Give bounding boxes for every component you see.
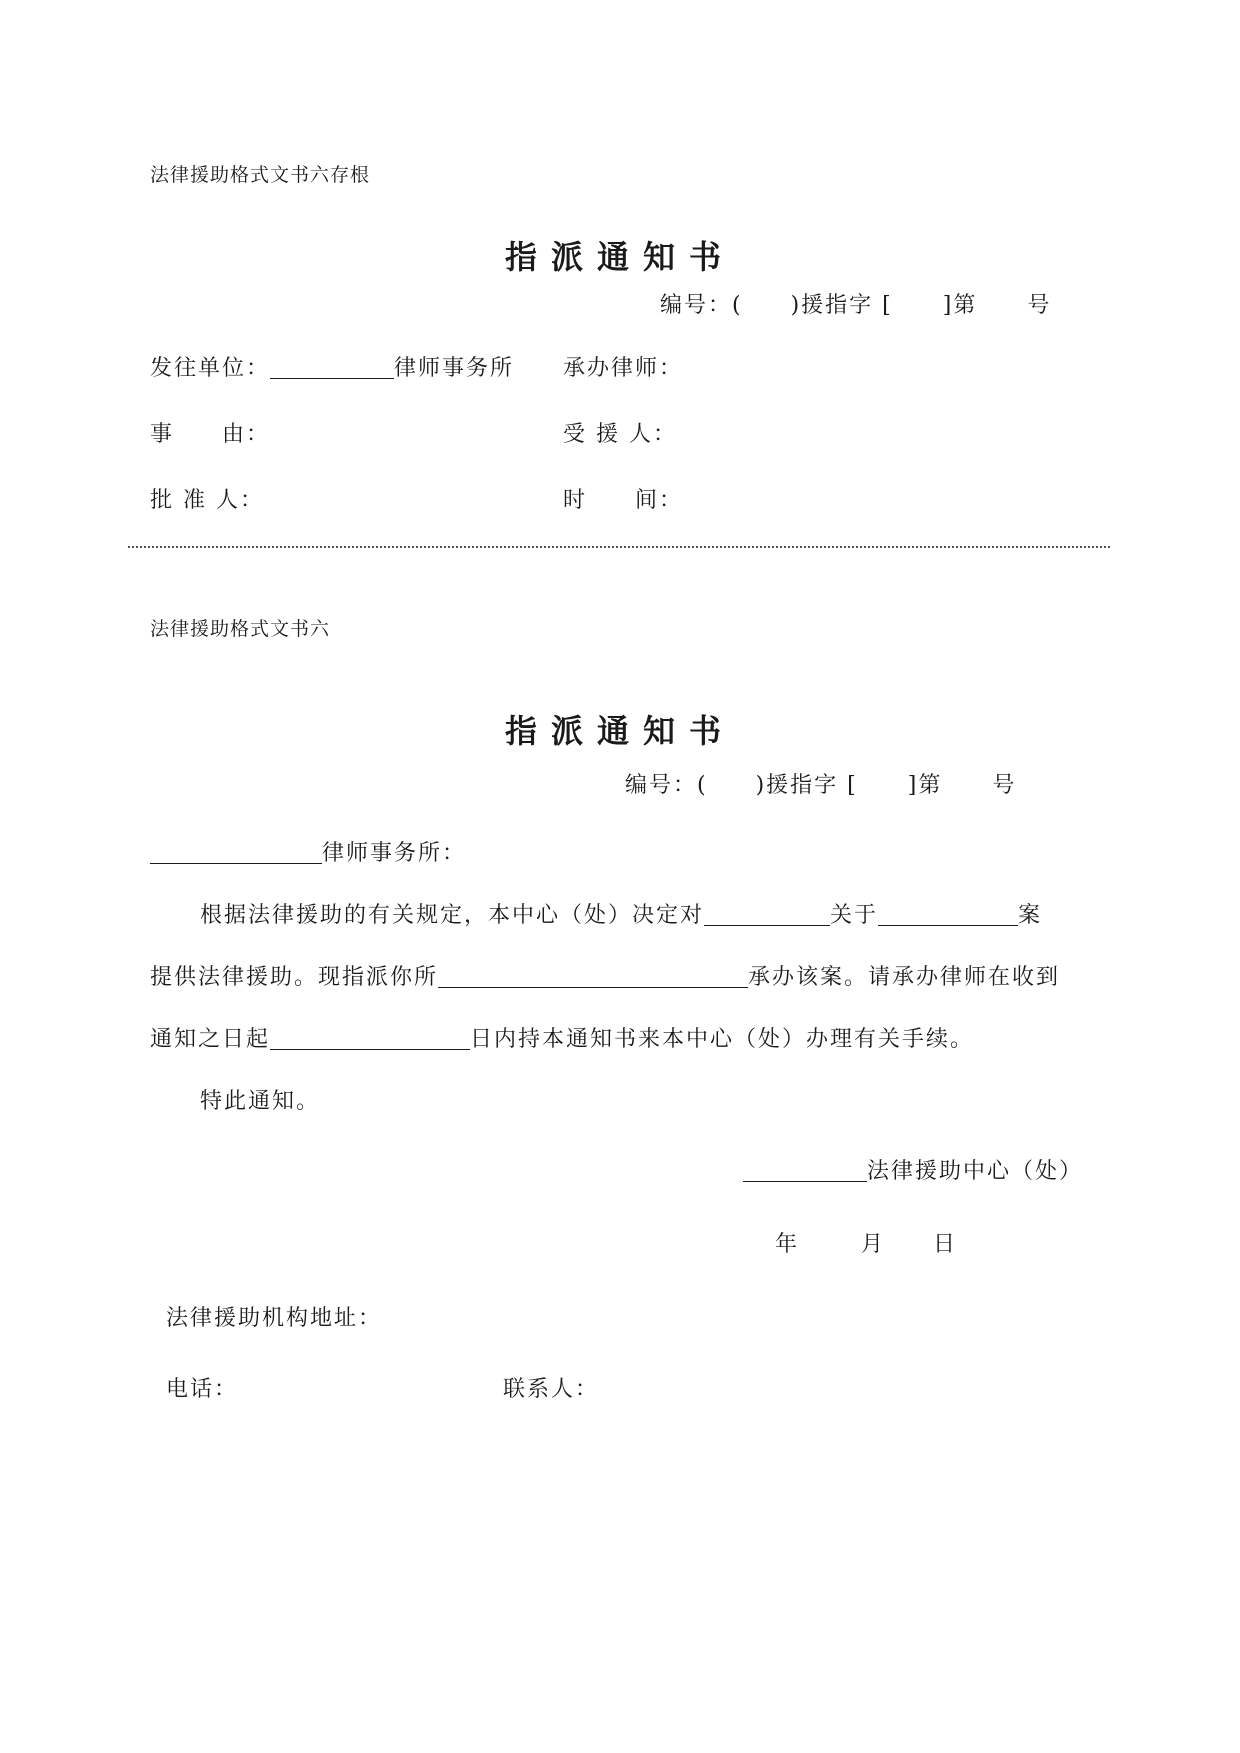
notice-form-label: 法律援助格式文书六 <box>150 618 331 640</box>
send-unit-blank[interactable] <box>270 354 394 379</box>
firm-name-blank[interactable] <box>150 839 322 864</box>
body-text: 关于 <box>830 903 879 928</box>
serial-num: ]第 <box>907 773 943 798</box>
date-month: 月 <box>861 1232 886 1257</box>
firm-suffix: 律师事务所 <box>394 356 515 381</box>
serial-suffix: 号 <box>992 773 1017 798</box>
serial-mid: )援指字 [ <box>790 293 893 318</box>
signature-suffix: 法律援助中心（处） <box>867 1159 1084 1184</box>
body-text: 案 <box>1018 903 1043 928</box>
notice-title: 指派通知书 <box>505 712 736 750</box>
body-text: 承办该案。请承办律师在收到 <box>748 965 1061 990</box>
body-text: 提供法律援助。现指派你所 <box>150 965 439 990</box>
serial-prefix: 编号：( <box>625 773 708 798</box>
body-text: 通知之日起 <box>150 1027 271 1052</box>
stub-time-label: 时 间： <box>563 488 684 513</box>
phone-label: 电话： <box>166 1377 239 1402</box>
contact-label: 联系人： <box>503 1377 600 1402</box>
notice-serial-line <box>625 768 1016 799</box>
send-unit-label: 发往单位： <box>150 356 271 381</box>
body-text: 根据法律援助的有关规定，本中心（处）决定对 <box>200 903 705 928</box>
stub-send-unit-row <box>150 351 514 382</box>
stub-form-label: 法律援助格式文书六存根 <box>150 164 371 186</box>
body-line-3 <box>150 1022 974 1053</box>
address-label: 法律援助机构地址： <box>166 1306 383 1331</box>
stub-serial-line <box>660 288 1051 319</box>
closing-text: 特此通知。 <box>200 1089 321 1114</box>
body-line-2 <box>150 960 1060 991</box>
serial-prefix: 编号：( <box>660 293 743 318</box>
addressee-suffix: 律师事务所： <box>322 841 467 866</box>
date-year: 年 <box>775 1232 800 1257</box>
days-blank[interactable] <box>270 1025 470 1050</box>
stub-approver-label: 批 准 人： <box>150 488 264 513</box>
serial-suffix: 号 <box>1027 293 1052 318</box>
serial-mid: )援指字 [ <box>755 773 858 798</box>
stub-cause-label: 事 由： <box>150 422 271 447</box>
aided-person-blank[interactable] <box>704 901 830 926</box>
stub-title: 指派通知书 <box>505 238 736 276</box>
signature-row <box>743 1154 1083 1185</box>
stub-lawyer-label: 承办律师： <box>563 356 684 381</box>
cut-line-divider <box>128 546 1110 548</box>
serial-num: ]第 <box>942 293 978 318</box>
body-text: 日内持本通知书来本中心（处）办理有关手续。 <box>470 1027 975 1052</box>
case-name-blank[interactable] <box>878 901 1018 926</box>
date-day: 日 <box>933 1232 958 1257</box>
assigned-lawyer-blank[interactable] <box>438 963 748 988</box>
stub-recipient-label: 受 援 人： <box>563 422 677 447</box>
addressee-row <box>150 836 466 867</box>
date-row <box>775 1227 957 1258</box>
body-line-1 <box>200 898 1042 929</box>
center-name-blank[interactable] <box>743 1157 867 1182</box>
